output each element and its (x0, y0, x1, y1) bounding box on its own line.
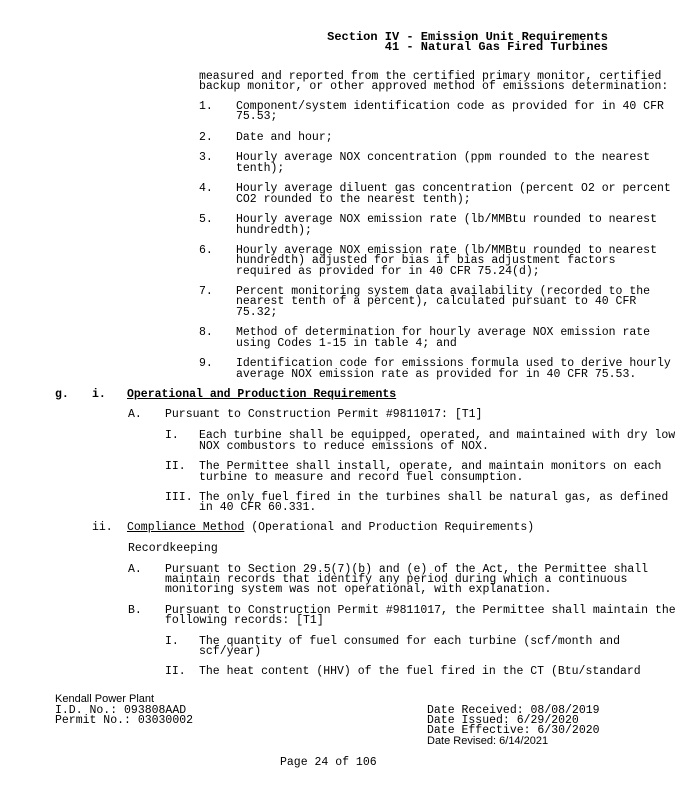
list-item-text: The heat content (HHV) of the fuel fired in the CT (Btu/standard (199, 665, 641, 678)
list-item-text: Percent monitoring system data availability (recorded to the (236, 285, 651, 298)
list-item-text: 75.32; (236, 306, 278, 319)
facility-id: I.D. No.: 093808AAD (55, 704, 187, 717)
list-item-text: Hourly average NOX concentration (ppm rounded to the nearest (236, 151, 651, 164)
list-item-text: Identification code for emissions formula used to derive hourly (236, 357, 671, 370)
subsection-text: monitoring system was not operational, with explanation. (165, 583, 552, 596)
list-item-number: 3. (199, 151, 213, 164)
section-roman: i. (92, 388, 106, 401)
date-received: Date Received: 08/08/2019 (427, 704, 600, 717)
list-item-text: average NOX emission rate as provided for in 40 CFR 75.53. (236, 368, 637, 381)
section-letter: g. (55, 388, 69, 401)
list-item-number: 4. (199, 182, 213, 195)
subsection-text: Pursuant to Construction Permit #9811017, the Permittee shall maintain the (165, 604, 676, 617)
facility-name: Kendall Power Plant (55, 693, 155, 705)
list-item-number: 9. (199, 357, 213, 370)
list-item-text: NOX combustors to reduce emissions of NOX. (199, 440, 489, 453)
section-title-underlined: Compliance Method (127, 521, 245, 534)
section-title: Operational and Production Requirements (127, 388, 397, 401)
list-item-text: Hourly average diluent gas concentration (percent O2 or percent (236, 182, 671, 195)
list-item-text: hundredth); (236, 224, 312, 237)
list-item-number: 2. (199, 131, 213, 144)
list-item-text: scf/year) (199, 645, 262, 658)
list-item-text: in 40 CFR 60.331. (199, 501, 317, 514)
list-item-text: using Codes 1-15 in table 4; and (236, 337, 457, 350)
subsection-letter: A. (128, 408, 142, 421)
page-number: Page 24 of 106 (280, 756, 377, 769)
list-item-text: The Permittee shall install, operate, and maintain monitors on each (199, 460, 662, 473)
section-roman: ii. (92, 521, 113, 534)
section-title-rest: (Operational and Production Requirements) (244, 521, 535, 534)
list-item-number: 6. (199, 244, 213, 257)
section-header: Section IV - Emission Unit Requirements (327, 30, 608, 44)
list-item-number: III. (165, 491, 193, 504)
subsection-letter: A. (128, 563, 142, 576)
intro-line: backup monitor, or other approved method of emissions determination: (199, 80, 669, 93)
subsection-text: following records: [T1] (165, 614, 324, 627)
list-item-number: I. (165, 429, 179, 442)
section-subheader: 41 - Natural Gas Fired Turbines (384, 40, 608, 54)
list-item-text: The quantity of fuel consumed for each turbine (scf/month and (199, 635, 620, 648)
permit-number: Permit No.: 03030002 (55, 714, 194, 727)
list-item-text: Component/system identification code as provided for in 40 CFR (236, 100, 664, 113)
list-item-number: 8. (199, 326, 213, 339)
subsection-text: Pursuant to Construction Permit #9811017: [T1] (165, 408, 483, 421)
subsection-text: maintain records that identify any period during which a continuous (165, 573, 628, 586)
subsection-letter: B. (128, 604, 142, 617)
list-item-text: turbine to measure and record fuel consumption. (199, 471, 524, 484)
list-item-text: CO2 rounded to the nearest tenth); (236, 193, 471, 206)
list-item-text: Hourly average NOX emission rate (lb/MMBtu rounded to nearest (236, 213, 657, 226)
date-effective: Date Effective: 6/30/2020 (427, 724, 600, 737)
list-item-text: tenth); (236, 162, 285, 175)
date-revised: Date Revised: 6/14/2021 (427, 735, 549, 747)
recordkeeping-heading: Recordkeeping (128, 542, 218, 555)
list-item-text: Method of determination for hourly average NOX emission rate (236, 326, 651, 339)
list-item-text: 75.53; (236, 110, 278, 123)
list-item-text: required as provided for in 40 CFR 75.24(d); (236, 265, 540, 278)
list-item-number: 7. (199, 285, 213, 298)
list-item-text: Hourly average NOX emission rate (lb/MMBtu rounded to nearest (236, 244, 657, 257)
list-item-text: Date and hour; (236, 131, 333, 144)
list-item-number: I. (165, 635, 179, 648)
section-title (127, 522, 534, 533)
subsection-text: Pursuant to Section 29.5(7)(b) and (e) of the Act, the Permittee shall (165, 563, 649, 576)
list-item-text: The only fuel fired in the turbines shall be natural gas, as defined (199, 491, 669, 504)
list-item-number: II. (165, 665, 186, 678)
list-item-number: 5. (199, 213, 213, 226)
list-item-text: nearest tenth of a percent), calculated pursuant to 40 CFR (236, 295, 637, 308)
intro-line: measured and reported from the certified primary monitor, certified (199, 70, 662, 83)
list-item-number: 1. (199, 100, 213, 113)
list-item-text: hundredth) adjusted for bias if bias adjustment factors (236, 254, 616, 267)
list-item-number: II. (165, 460, 186, 473)
date-issued: Date Issued: 6/29/2020 (427, 714, 579, 727)
list-item-text: Each turbine shall be equipped, operated, and maintained with dry low (199, 429, 676, 442)
